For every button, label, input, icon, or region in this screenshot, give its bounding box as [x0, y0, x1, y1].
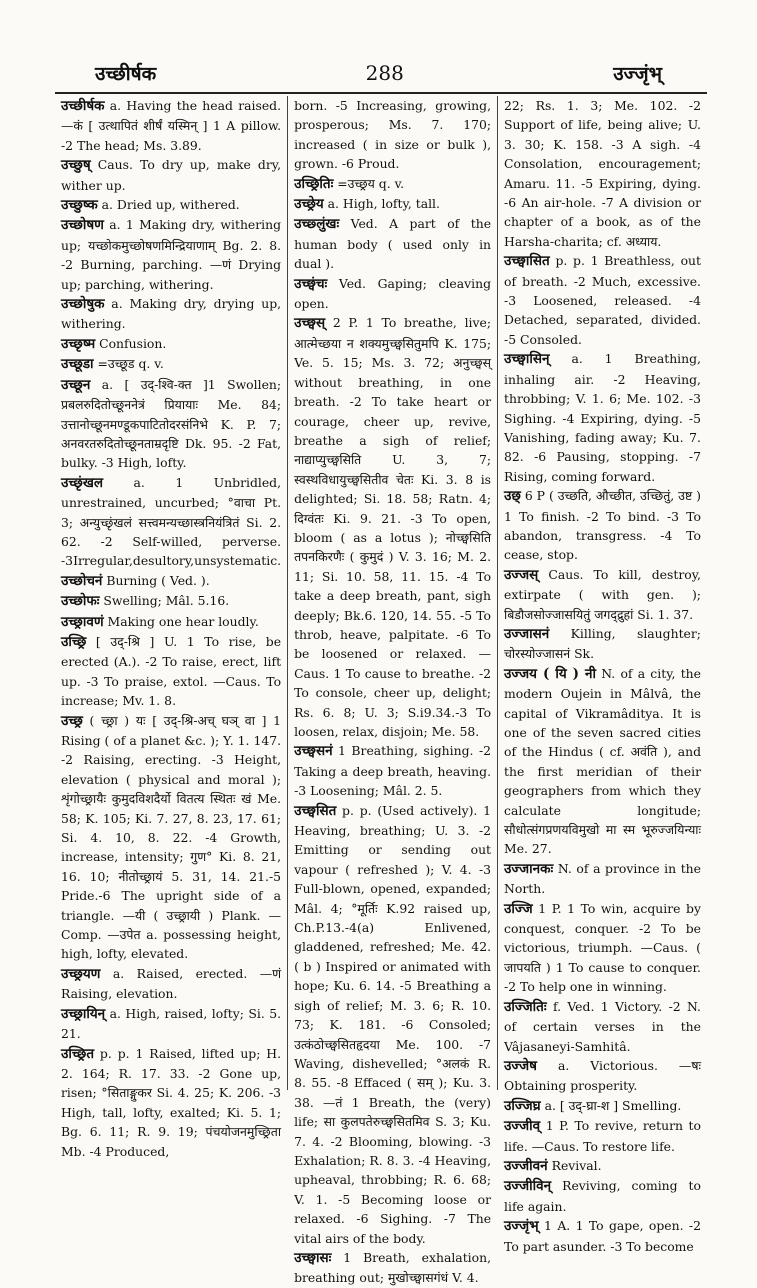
entry-definition: 1 Breathing, sighing. -2 Taking a deep breath, heaving. -3 Loosening; Mâl. 2. 5.	[294, 743, 492, 799]
entry-definition: 1 Breath, exhalation, breathing out; मुखोच्छ्वासगंधं V. 4.	[294, 1249, 492, 1286]
headword: उच्छ्लुंखः	[294, 216, 340, 233]
dictionary-entry	[61, 96, 281, 155]
headword: उच्छ्रि	[61, 633, 87, 650]
headword: उच्छ्वासित	[504, 253, 550, 270]
entry-definition: a. High, lofty, tall.	[323, 196, 440, 212]
dictionary-entry	[504, 96, 701, 251]
column-2	[287, 96, 497, 1286]
entry-definition: 1 P. 1 To win, acquire by conquest, conquer. -2 To be victorious, triumph. —Caus. ( जापयति ) 1 To cause to conquer. -2 To help one in winning.	[504, 900, 701, 995]
headword: उच्छ्रयण	[61, 965, 101, 982]
entry-definition: Burning ( Ved. ).	[102, 572, 210, 588]
dictionary-entry	[61, 612, 281, 632]
headword: उछ्	[504, 488, 521, 505]
entry-definition: a. [ उद्-श्वि-क्त ]1 Swollen; प्रबलरुदितोच्छूननेत्रं प्रियायाः Me. 84; उत्तानोच्छूनमण्डूकपाटितोदरसंनिभे K. P. 7; अनवरतरुदितोच्छूनताम्रदृष्टि Dk. 95. -2 Fat, bulky. -3 High, lofty.	[61, 376, 282, 471]
entry-definition: a. Raised, erected. —णं Raising, elevation.	[61, 965, 282, 1002]
entry-definition: a. 1 Making dry, withering up; यच्छोकमुच्छोषणमिन्द्रियाणाम् Bg. 2. 8. -2 Burning, parching. —णं Drying up; parching, withering.	[61, 217, 282, 292]
dictionary-entry	[504, 1216, 701, 1256]
headword: उज्जि	[504, 900, 533, 917]
entry-definition: N. of a province in the North.	[504, 860, 701, 897]
entry-definition: p. p. 1 Raised, lifted up; H. 2. 164; R. 17. 33. -2 Gone up, risen; °सिताङ्गुकर Si. 4. 25; K. 206. -3 High, tall, lofty, exalted; Ki. 5. 1; Bg. 6. 11; R. 9. 19; पंचयोजनमुच्छ्रिता Mb. -4 Produced,	[61, 1045, 282, 1159]
dictionary-entry	[294, 313, 491, 741]
headword: उज्जासनं	[504, 625, 550, 642]
headword: उच्छुष्	[61, 157, 91, 174]
entry-definition: ( च्छ्रा ) यः [ उद्-श्रि-अच् घञ् वा ] 1 Rising ( of a planet &c. ); Y. 1. 147. -2 Raising, erecting. -3 Height, elevation ( physical and moral ); शृंगोच्छ्रायैः कुमुदविशदैर्यो वितत्य स्थितः खं Me. 58; K. 105; Ki. 7. 27, 8. 23, 17. 61; Si. 4. 10, 8. 22. -4 Growth, increase, intensity; गुण° Ki. 8. 21, 16. 10; नीतोच्छ्रायं 5. 31, 14. 21.-5 Pride.-6 The upright side of a triangle. —यी ( उच्छ्रायी ) Plank. —Comp. —उपेत a. possessing height, high, lofty, elevated.	[61, 712, 282, 962]
dictionary-entry	[61, 334, 281, 354]
headword: उच्छ्वंचः	[294, 275, 328, 292]
entry-definition: [ उद्-श्रि ] U. 1 To rise, be erected (A.). -2 To raise, erect, lift up. -3 To praise, extol. —Caus. To increase; Mv. 1. 8.	[61, 633, 282, 709]
entry-definition: born. -5 Increasing, growing, prosperous; Ms. 7. 170; increased ( in size or bulk ), grown. -6 Proud.	[294, 98, 492, 172]
headword: उच्छुष्क	[61, 197, 98, 214]
page-header	[95, 56, 662, 90]
dictionary-entry	[294, 174, 491, 194]
headword: उच्छ्वसनं	[294, 743, 333, 760]
headword: उच्छ्वस्	[294, 315, 326, 332]
entry-definition: Reviving, coming to life again.	[504, 1178, 701, 1214]
dictionary-entry	[504, 859, 701, 899]
headword: उच्छोषण	[61, 217, 104, 234]
dictionary-entry	[504, 1116, 701, 1156]
entry-definition: Confusion.	[95, 335, 167, 351]
entry-definition: f. Ved. 1 Victory. -2 N. of certain verses in the Vâjasaneyi-Samhitâ.	[504, 998, 701, 1054]
entry-definition: a. High, raised, lofty; Si. 5. 21.	[61, 1005, 282, 1042]
headword: उच्छ्वासिन्	[504, 351, 550, 368]
headword: उच्छ्रावणं	[61, 613, 104, 630]
dictionary-entry	[504, 899, 701, 997]
headword: उज्जीविन्	[504, 1178, 552, 1195]
entry-definition: Swelling; Mâl. 5.16.	[99, 593, 230, 609]
entry-definition: p. p. (Used actively). 1 Heaving, breathing; U. 3. -2 Emitting or sending out vapour ( refreshed ); V. 4. -3 Full-blown, opened, expanded; Mâl. 4; °मूर्तिः K.92 raised up, Ch.P.13.-4(a) Enlivened, gladdened, refreshed; Me. 42. ( b ) Inspired or animated with hope; Ku. 6. 14. -5 Breathing a sigh of relief; M. 3. 6; R. 10. 73; K. 181. -6 Consoled; उत्कंठोच्छ्वसितहृदया Me. 100. -7 Waving, dishevelled; °अलकं R. 8. 55. -8 Effaced ( सम् ); Ku. 3. 38. —तं 1 Breath, the (very) life; सा कुलपतेरुच्छ्वसितमिव S. 3; Ku. 7. 4. -2 Blooming, blowing. -3 Exhalation; R. 8. 3. -4 Heaving, upheaval, throbbing; R. 6. 68; V. 1. -5 Becoming loose or relaxed. -6 Sighing. -7 The vital airs of the body.	[294, 802, 492, 1246]
entry-definition: Ved. A part of the human body ( used only in dual ).	[294, 216, 492, 272]
entry-definition: a. 1 Breathing, inhaling air. -2 Heaving, throbbing; V. 1. 6; Me. 102. -3 Sighing. -4 Expiring, dying. -5 Vanishing, fading away; Ku. 7. 82. -6 Pausing, stopping. -7 Rising, coming forward.	[504, 351, 701, 484]
headword: उज्जितिः	[504, 998, 547, 1015]
dictionary-entry	[61, 375, 281, 473]
dictionary-entry	[294, 194, 491, 214]
entry-definition: a. 1 Unbridled, unrestrained, uncurbed; °वाचा Pt. 3; अन्युच्छृंखलं सत्त्वमन्यच्छास्त्रनियंत्रितं Si. 2. 62. -2 Self-willed, perverse. -3Irregular,desultory,unsystematic.	[61, 474, 282, 569]
dictionary-entry	[61, 591, 281, 611]
entry-definition: Caus. To kill, destroy, extirpate ( with gen. ); बिडौजसोज्जासयितुं जगद्द्रुहां Si. 1. 37.	[504, 566, 701, 622]
headword: उज्जस्	[504, 566, 539, 583]
dictionary-entry	[504, 1096, 701, 1116]
headword: उच्छूडा	[61, 356, 94, 373]
entry-definition: =उच्छ्रय q. v.	[333, 175, 405, 191]
headword: उच्छोषुक	[61, 296, 105, 313]
headword: उच्छ्रेय	[294, 196, 324, 213]
dictionary-entry	[504, 624, 701, 664]
entry-definition: a. Victorious. —षः Obtaining prosperity.	[504, 1057, 701, 1094]
dictionary-entry	[61, 964, 281, 1004]
dictionary-entry	[294, 96, 491, 174]
headword: उज्जानकः	[504, 860, 554, 877]
entry-definition: p. p. 1 Breathless, out of breath. -2 Much, excessive. -3 Loosened, released. -4 Detached, separated, divided. -5 Consoled.	[504, 253, 701, 347]
headword: उच्छून	[61, 376, 91, 393]
headword: उच्छृंखल	[61, 474, 104, 491]
header-rule	[55, 92, 707, 94]
dictionary-entry	[61, 1004, 281, 1044]
headword: उज्जय ( यि ) नी	[504, 665, 597, 682]
dictionary-entry	[504, 349, 701, 486]
right-guide-word: उज्जृंभ्	[613, 63, 662, 85]
dictionary-entry	[294, 1248, 491, 1288]
headword: उच्छ्रित	[61, 1045, 95, 1062]
column-3	[497, 96, 707, 1254]
dictionary-entry	[294, 274, 491, 314]
left-guide-word: उच्छीर्षक	[95, 63, 157, 85]
entry-definition: N. of a city, the modern Oujein in Mâlvâ, the capital of Vikramâditya. It is one of the seven sacred cities of the Hindus ( cf. अवंति ), and the first meridian of their geographers from which they calculate longitude; सौधोत्संगप्रणयविमुखो मा स्म भूरुज्जयिन्याः Me. 27.	[504, 665, 701, 857]
entry-definition: Killing, slaughter; चोरस्योज्जासनं Sk.	[504, 625, 701, 662]
dictionary-entry	[504, 1156, 701, 1176]
entry-definition: 1 A. 1 To gape, open. -2 To part asunder. -3 To become	[504, 1218, 701, 1254]
dictionary-entry	[61, 155, 281, 195]
entry-definition: Caus. To dry up, make dry, wither up.	[61, 157, 282, 193]
entry-definition: Making one hear loudly.	[103, 613, 259, 629]
entry-definition: 1 P. To revive, return to life. —Caus. To restore life.	[504, 1118, 701, 1154]
entry-definition: a. Dried up, withered.	[97, 197, 240, 213]
column-1	[55, 96, 287, 1159]
headword: उच्छ्र	[61, 712, 83, 729]
dictionary-entry	[504, 251, 701, 349]
dictionary-entry	[61, 195, 281, 215]
dictionary-entry	[61, 632, 281, 711]
dictionary-entry	[61, 215, 281, 294]
dictionary-entry	[504, 997, 701, 1056]
page-number: 288	[365, 61, 404, 85]
dictionary-entry	[504, 1176, 701, 1216]
headword: उच्छीर्षक	[61, 98, 105, 114]
headword: उच्छृष्म	[61, 335, 96, 352]
headword: उज्जृंभ्	[504, 1218, 539, 1235]
entry-definition: a. Making dry, drying up, withering.	[61, 296, 282, 332]
dictionary-entry	[61, 711, 281, 964]
entry-definition: 22; Rs. 1. 3; Me. 102. -2 Support of life, being alive; U. 3. 30; K. 158. -3 A sigh. -4 Consolation, encouragement; Amaru. 11. -5 Expiring, dying. -6 An air-hole. -7 A division or chapter of a book, as of the Harsha-charita; cf. अध्याय.	[504, 98, 701, 249]
dictionary-entry	[504, 565, 701, 624]
entry-definition: a. Having the head raised. —कं [ उत्थापितं शीर्षं यस्मिन् ] 1 A pillow. -2 The head; Ms. 3.89.	[61, 98, 282, 153]
dictionary-entry	[294, 741, 491, 800]
headword: उच्छ्रितिः	[294, 175, 334, 192]
dictionary-entry	[504, 1056, 701, 1096]
headword: उज्जीवनं	[504, 1157, 548, 1174]
dictionary-entry	[61, 571, 281, 591]
dictionary-entry	[61, 294, 281, 334]
dictionary-entry	[504, 664, 701, 859]
entry-definition: a. [ उद्-घ्रा-श ] Smelling.	[540, 1097, 682, 1113]
entry-definition: 6 P ( उच्छति, औच्छीत, उच्छितुं, उष्ट ) 1 To finish. -2 To bind. -3 To abandon, transgress. -4 To cease, stop.	[504, 488, 701, 563]
headword: उज्जेष	[504, 1057, 537, 1074]
headword: उच्छ्रायिन्	[61, 1005, 106, 1022]
dictionary-entry	[61, 473, 281, 571]
dictionary-entry	[61, 354, 281, 374]
dictionary-entry	[61, 1044, 281, 1161]
text-columns	[55, 96, 707, 1286]
headword: उज्जीव्	[504, 1118, 541, 1135]
entry-definition: 2 P. 1 To breathe, live; आत्मेच्छया न शक्यमुच्छ्वसितुमपि K. 175; Ve. 5. 15; Ms. 3. 72; अनुच्छ्वस् without breathing, in one breath. -2 To take heart or courage, cheer up, revive, breathe a sigh of relief; नाद्याप्युच्छ्वसिति U. 3, 7; स्वस्थविधायुच्छ्वसितीव चेतः Ki. 3. 8 is delighted; Si. 18. 58; Ratn. 4; दिग्वंतः Ki. 9. 21. -3 To open, bloom ( as a lotus ); नोच्छ्वसिति तपनकिरणैः ( कुमुदं ) V. 3. 16; M. 2. 11; Si. 10. 58, 11. 15. -4 To take a deep breath, pant, sigh deeply; Bk.6. 120, 14. 55. -5 To throb, heave, palpitate. -6 To be loosened or relaxed. —Caus. 1 To cause to breathe. -2 To console, cheer up, delight; Rs. 6. 8; U. 3; S.i9.34.-3 To loosen, relax, disjoin; Me. 58.	[294, 315, 492, 739]
headword: उच्छ्वसित	[294, 802, 337, 819]
headword: उच्छोचनं	[61, 572, 103, 589]
entry-definition: =उच्छूड q. v.	[93, 356, 164, 372]
entry-definition: Revival.	[547, 1157, 602, 1173]
dictionary-entry	[504, 486, 701, 565]
dictionary-entry	[294, 214, 491, 273]
headword: उच्छ्वासः	[294, 1249, 332, 1266]
headword: उच्छोफः	[61, 593, 100, 610]
entry-definition: Ved. Gaping; cleaving open.	[294, 275, 492, 312]
dictionary-entry	[294, 801, 491, 1248]
headword: उज्जिघ्र	[504, 1097, 541, 1114]
